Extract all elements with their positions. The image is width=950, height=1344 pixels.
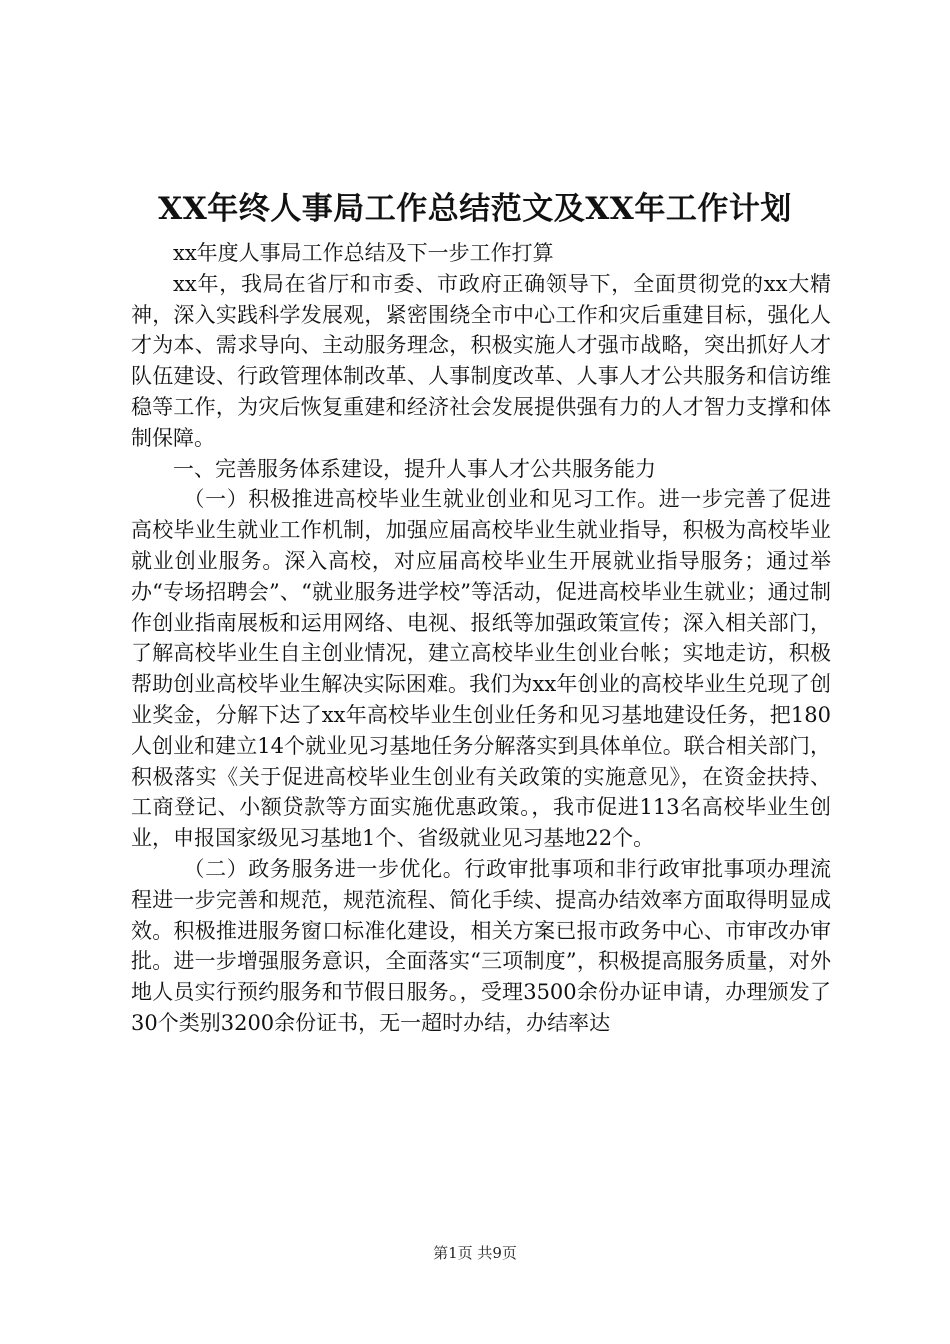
document-title: XX年终人事局工作总结范文及XX年工作计划 (158, 191, 792, 227)
subsection-2-paragraph: （二）政务服务进一步优化。行政审批事项和非行政审批事项办理流程进一步完善和规范，规范流程、简化手续、提高办结效率方面取得明显成效。积极推进服务窗口标准化建设，相关方案已报市政务中心、市审改办审批。进一步增强服务意识，全面落实“三项制度”，积极提高服务质量，对外地人员实行预约服务和节假日服务。，受理3500余份办证申请，办理颁发了30个类别3200余份证书，无一超时办结，办结率达 (131, 856, 831, 1035)
subtitle-paragraph: xx年度人事局工作总结及下一步工作打算 (173, 241, 554, 265)
intro-paragraph: xx年，我局在省厅和市委、市政府正确领导下，全面贯彻党的xx大精神，深入实践科学发展观，紧密围绕全市中心工作和灾后重建目标，强化人才为本、需求导向、主动服务理念，积极实施人才强市战略，突出抓好人才队伍建设、行政管理体制改革、人事制度改革、人事人才公共服务和信访维稳等工作，为灾后恢复重建和经济社会发展提供强有力的人才智力支撑和体制保障。 (131, 271, 831, 450)
section-heading: 一、完善服务体系建设，提升人事人才公共服务能力 (173, 456, 656, 481)
subsection-1-paragraph: （一）积极推进高校毕业生就业创业和见习工作。进一步完善了促进高校毕业生就业工作机制，加强应届高校毕业生就业指导，积极为高校毕业就业创业服务。深入高校，对应届高校毕业生开展就业指导服务；通过举办“专场招聘会”、“就业服务进学校”等活动，促进高校毕业生就业；通过制作创业指南展板和运用网络、电视、报纸等加强政策宣传；深入相关部门，了解高校毕业生自主创业情况，建立高校毕业生创业台帐；实地走访，积极帮助创业高校毕业生解决实际困难。我们为xx年创业的高校毕业生兑现了创业奖金，分解下达了xx年高校毕业生创业任务和见习基地建设任务，把180人创业和建立14个就业见习基地任务分解落实到具体单位。联合相关部门，积极落实《关于促进高校毕业生创业有关政策的实施意见》，在资金扶持、工商登记、小额贷款等方面实施优惠政策。，我市促进113名高校毕业生创业，申报国家级见习基地1个、省级就业见习基地22个。 (131, 487, 831, 851)
page-footer: 第1页 共9页 (433, 1244, 517, 1262)
document-body (131, 238, 831, 1039)
